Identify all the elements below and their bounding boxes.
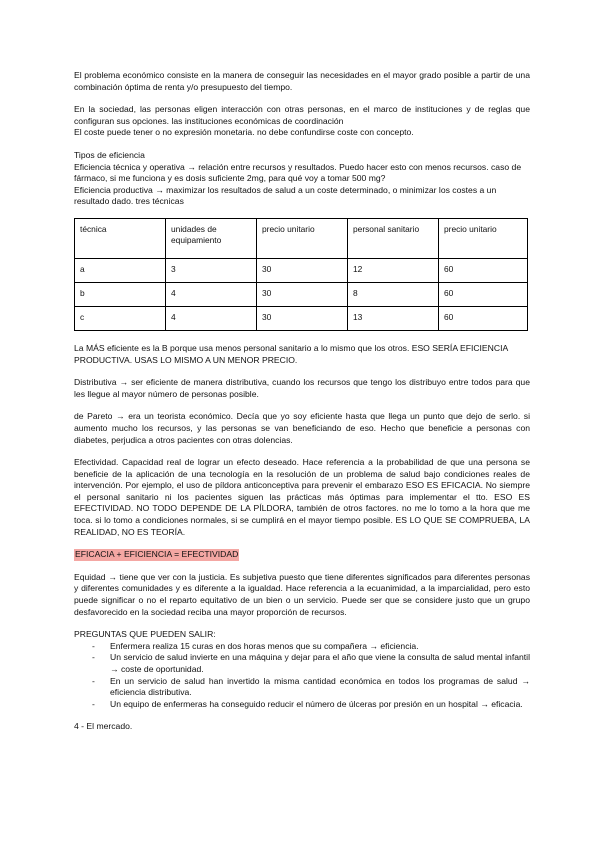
table-header-cell: precio unitario [257, 218, 348, 258]
preguntas-list [74, 641, 530, 711]
intro-paragraph-1: El problema económico consiste en la manera de conseguir las necesidades en el mayor grado posible a partir de una combinación óptima de renta y/o presupuesto del tiempo. [74, 70, 530, 92]
bullet-dash: - [92, 652, 95, 663]
table-cell: 60 [439, 306, 528, 330]
preguntas-heading: PREGUNTAS QUE PUEDEN SALIR: [74, 629, 216, 640]
list-item [74, 652, 530, 675]
list-item-text: Un servicio de salud invierte en una máquina y dejar para el año que viene la consulta de salud mental infantil → coste de oportunidad. [110, 652, 530, 674]
list-item-text: Un equipo de enfermeras ha conseguido reducir el número de úlceras por presión en un hospital → eficacia. [110, 698, 523, 709]
table-header-row [75, 218, 528, 258]
table-header-cell: precio unitario [439, 218, 528, 258]
after-table-paragraph: La MÁS eficiente es la B porque usa menos personal sanitario a lo mismo que los otros. ESO SERÍA EFICIENCIA PRODUCTIVA. USAS LO MISMO A UN MENOR PRECIO. [74, 342, 508, 365]
table-cell: 4 [166, 282, 257, 306]
eficiencia-productiva-text: Eficiencia productiva → maximizar los resultados de salud a un coste determinado, o minimizar los costes a un resultado dado. tres técnicas [74, 184, 497, 207]
list-item [74, 676, 530, 699]
bullet-dash: - [92, 675, 95, 686]
table-cell: 30 [257, 258, 348, 282]
table-header-cell: técnica [75, 218, 166, 258]
bullet-dash: - [92, 698, 95, 709]
table-cell: 12 [348, 258, 439, 282]
formula-line [74, 549, 530, 561]
table-cell: 4 [166, 306, 257, 330]
table-cell: 30 [257, 306, 348, 330]
table-row [75, 306, 528, 330]
list-item [74, 699, 530, 711]
table-cell: c [75, 306, 166, 330]
table-row [75, 258, 528, 282]
table-cell: 13 [348, 306, 439, 330]
equidad-paragraph: Equidad → tiene que ver con la justicia. Es subjetiva puesto que tiene diferentes significados para diferentes personas y diferentes comunidades y es diferente a la igualdad. Hace referencia a la ecuanimidad, a la imparcialidad, pero esto puede significar o no el reparto equitativo de un bien o un servicio. Puede ser que se considere justo que un grupo desfavorecido en la sociedad reciba una mayor proporción de recursos. [74, 571, 530, 617]
table-cell: b [75, 282, 166, 306]
techniques-table [74, 218, 528, 331]
table-header-cell: personal sanitario [348, 218, 439, 258]
section-heading-mercado: 4 - El mercado. [74, 721, 133, 732]
table-cell: 8 [348, 282, 439, 306]
table-row [75, 282, 528, 306]
list-item-text: Enfermera realiza 15 curas en dos horas menos que su compañera → eficiencia. [110, 640, 419, 651]
efectividad-paragraph: Efectividad. Capacidad real de lograr un efecto deseado. Hace referencia a la probabilidad de que una persona se beneficie de la aplicación de una tecnología en la resolución de un problema de salud bajo condiciones reales de intervención. Por ejemplo, el uso de píldora anticonceptiva para prevenir el embarazo ESO ES EFICACIA. No siempre el personal sanitario ni los pacientes siguen las prácticas más óptimas para implementar el tto. ESO ES EFECTIVIDAD. NO TODO DEPENDE DE LA PÍLDORA, también de otros factores. no me lo tomo a la hora que me toca. si lo tomo a condiciones normales, si se cumplirá en el mayor tiempo posible. ES LO QUE SE COMPRUEBA, LA REALIDAD, NO ES TEORÍA. [74, 457, 530, 537]
table-cell: 30 [257, 282, 348, 306]
intro-paragraph-3: El coste puede tener o no expresión monetaria. no debe confundirse coste con concepto. [74, 127, 414, 138]
list-item [74, 641, 530, 653]
table-cell: 60 [439, 282, 528, 306]
distributiva-paragraph: Distributiva → ser eficiente de manera distributiva, cuando los recursos que tengo los distribuyo entre todos para que les llegue al mayor número de personas posible. [74, 377, 530, 399]
pareto-paragraph: de Pareto → era un teorista económico. Decía que yo soy eficiente hasta que llega un punto que dejo de serlo. si aumento mucho los recursos, y las personas se van beneficiando de eso. Hecho que beneficie a personas con diabetes, perjudica a otros pacientes con otras dolencias. [74, 411, 530, 445]
table-cell: a [75, 258, 166, 282]
intro-paragraph-2: En la sociedad, las personas eligen interacción con otras personas, en el marco de instituciones y de reglas que configuran sus opciones. las instituciones económicas de coordinación [74, 104, 530, 126]
table-cell: 3 [166, 258, 257, 282]
document-page [74, 70, 530, 733]
table-header-cell: unidades de equipamiento [166, 218, 257, 258]
list-item-text: En un servicio de salud han invertido la misma cantidad económica en todos los programas de salud → eficiencia distributiva. [110, 675, 530, 698]
highlighted-formula: EFICACIA + EFICIENCIA = EFECTIVIDAD [75, 549, 239, 560]
table-cell: 60 [439, 258, 528, 282]
tipos-heading: Tipos de eficiencia [74, 149, 145, 160]
bullet-dash: - [92, 640, 95, 651]
eficiencia-tecnica-text: Eficiencia técnica y operativa → relación entre recursos y resultados. Puedo hacer esto con menos recursos. caso de fármaco, si me funciona y es dosis suficiente 2mg, para qué voy a tomar 500 mg? [74, 161, 522, 184]
